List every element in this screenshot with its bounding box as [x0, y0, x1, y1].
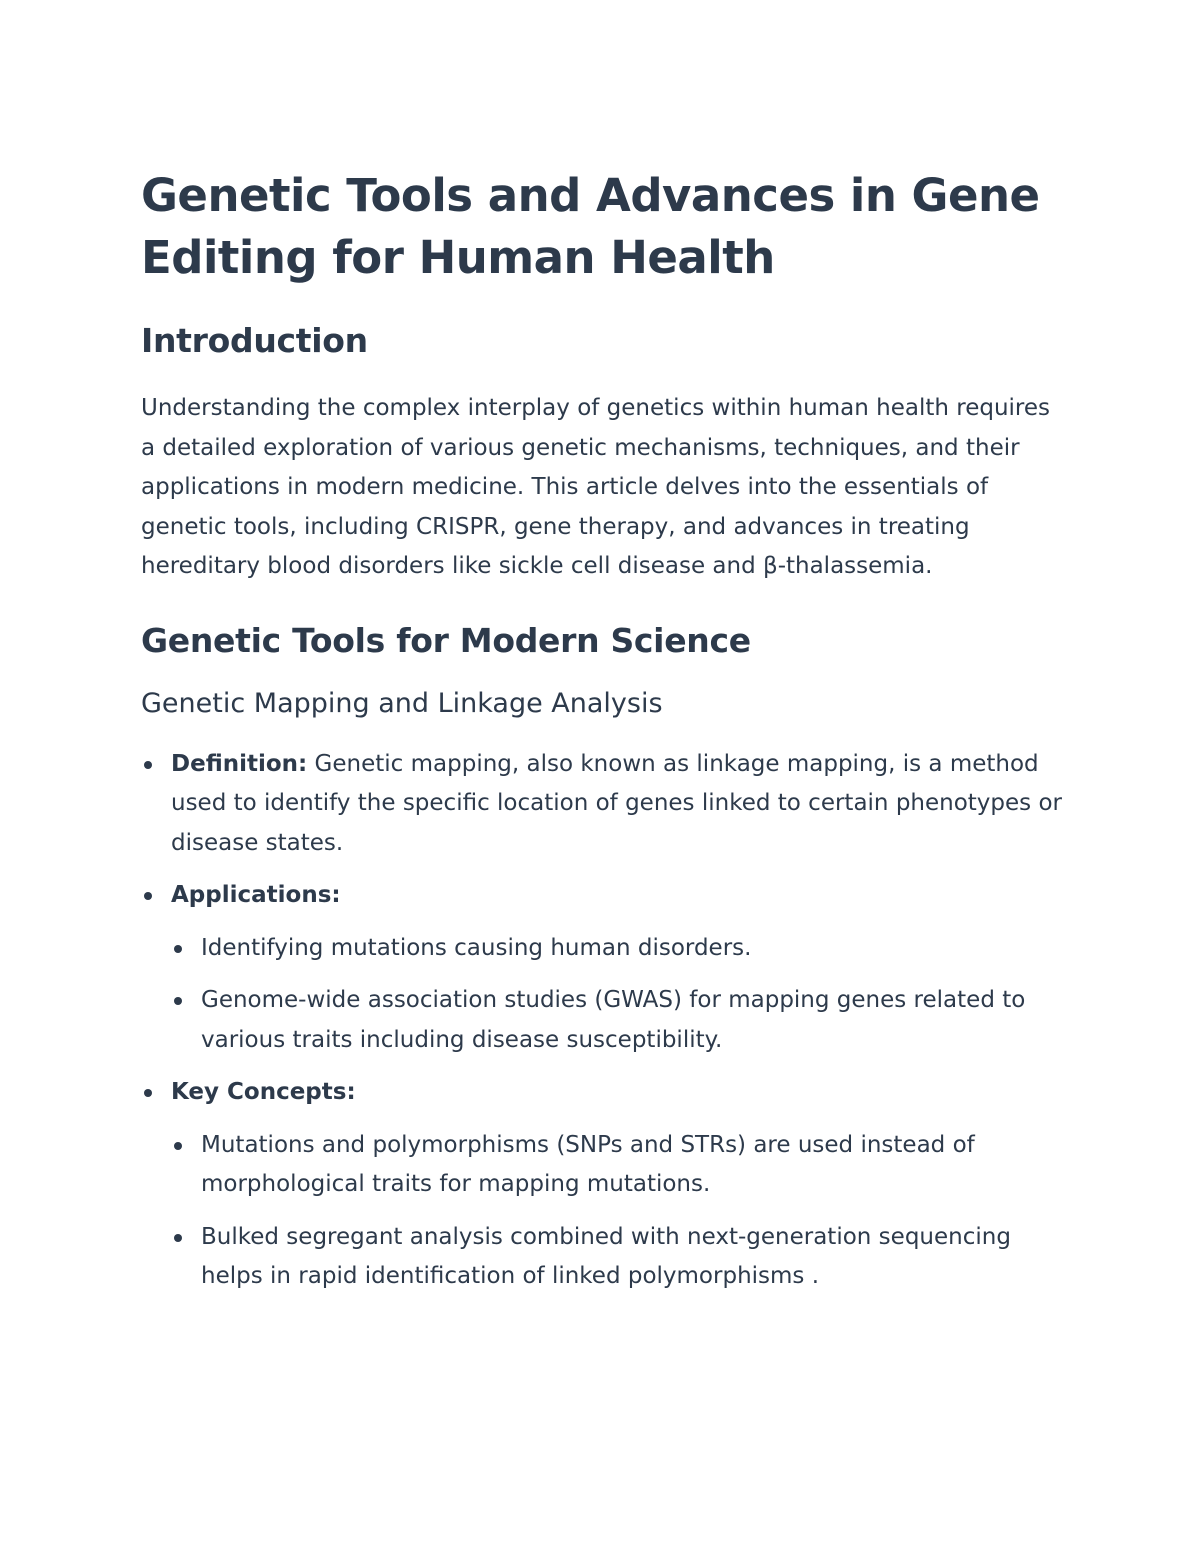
section-heading: Genetic Tools for Modern Science — [141, 620, 751, 660]
bullet-icon — [144, 1089, 152, 1097]
introduction-paragraph: Understanding the complex interplay of genetics within human health requires a detailed exploration of various genetic mechanisms, techniques, and their applications in modern medicine. This article delves into the essentials of genetic tools, including CRISPR, gene therapy, and advances in treating hereditary blood disorders like sickle cell disease and β-thalassemia. — [141, 395, 1050, 579]
sub-list-item — [171, 929, 1066, 969]
introduction-heading: Introduction — [141, 321, 368, 360]
document-title: Genetic Tools and Advances in Gene Editing for Human Health — [141, 169, 1040, 284]
list-item-label: Applications: — [171, 882, 341, 908]
list-item-definition — [141, 745, 1066, 864]
bullet-icon — [174, 945, 182, 953]
list-item-applications — [141, 876, 1066, 1060]
bullet-icon — [144, 761, 152, 769]
document-content — [141, 165, 1066, 1310]
sub-list-item — [171, 1126, 1066, 1205]
bullet-icon — [174, 997, 182, 1005]
list-item-text: Genetic mapping, also known as linkage mapping, is a method used to identify the specific location of genes linked to certain phenotypes or disease states. — [171, 750, 1062, 856]
bullet-icon — [144, 892, 152, 900]
sub-list-item-text: Bulked segregant analysis combined with next-generation sequencing helps in rapid identification of linked polymorphisms . — [201, 1223, 1011, 1289]
bullet-icon — [174, 1142, 182, 1150]
list-item-key-concepts — [141, 1073, 1066, 1297]
list-item-label: Key Concepts: — [171, 1079, 356, 1105]
sub-list-item-text: Mutations and polymorphisms (SNPs and STRs) are used instead of morphological traits for mapping mutations. — [201, 1131, 975, 1197]
sub-list — [171, 929, 1066, 1061]
bullet-icon — [174, 1234, 182, 1242]
sub-list-item-text: Identifying mutations causing human disorders. — [201, 934, 752, 961]
sub-list-item-text: Genome-wide association studies (GWAS) for mapping genes related to various traits including disease susceptibility. — [201, 987, 1026, 1053]
sub-list-item — [171, 981, 1066, 1060]
bullet-list — [141, 745, 1066, 1297]
sub-list-item — [171, 1218, 1066, 1297]
list-item-label: Definition: — [171, 750, 308, 777]
subsection-heading: Genetic Mapping and Linkage Analysis — [141, 687, 663, 719]
sub-list — [171, 1126, 1066, 1297]
